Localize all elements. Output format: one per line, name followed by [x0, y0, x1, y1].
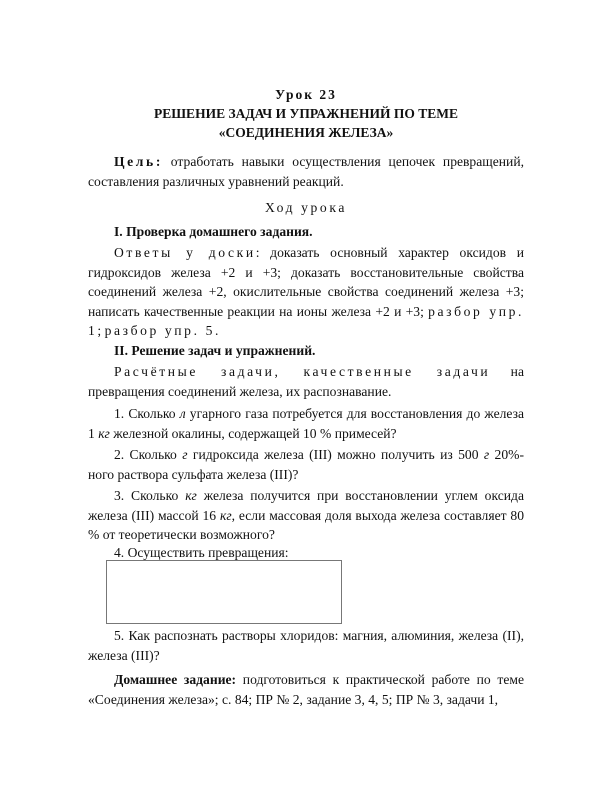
exercise-ref-1: разбор упр. 1	[88, 303, 524, 338]
section-2-label: Расчётные задачи, качественные задачи	[114, 364, 491, 379]
task-4: 4. Осуществить превращения:	[114, 545, 289, 560]
task-2-text-a: 2. Сколько	[114, 447, 183, 462]
unit: кг	[98, 425, 110, 441]
unit: г	[483, 447, 490, 462]
course-heading: Ход урока	[265, 200, 347, 215]
section-2-text: на превращения соединений железа, их распознавание.	[88, 364, 524, 399]
goal-label: Цель:	[114, 154, 163, 169]
lesson-number: Урок 23	[275, 87, 337, 102]
page-title-line-2: «СОЕДИНЕНИЯ ЖЕЛЕЗА»	[218, 125, 394, 140]
task-1-text-a: 1. Сколько	[114, 406, 180, 421]
section-1-text: : доказать основный характер оксидов и гидроксидов железа +2 и +3; доказать восстановительные свойства соединений железа +2, окислительные свойства соединений железа +3; написать качественные реакции на ионы железа +2 и +3;	[88, 245, 524, 319]
section-1-heading: I. Проверка домашнего задания.	[114, 224, 313, 239]
unit: л	[179, 406, 186, 421]
task-3-text-b: железа получится при восстановлении углем оксида железа (III) массой 16	[88, 488, 524, 523]
end-mark: .	[214, 323, 219, 338]
unit: кг	[219, 507, 232, 523]
unit: г	[182, 447, 188, 462]
homework-paragraph	[88, 670, 524, 709]
task-2-text-c: 20%-ного раствора сульфата железа (III)?	[88, 447, 524, 482]
goal-text: отработать навыки осуществления цепочек превращений, составления различных уравнений реакций.	[88, 154, 524, 189]
goal-paragraph	[88, 152, 524, 191]
task-1-text-c: железной окалины, содержащей 10 % примесей?	[109, 425, 397, 441]
task-3	[88, 486, 524, 545]
page-title-line-1: РЕШЕНИЕ ЗАДАЧ И УПРАЖНЕНИЙ ПО ТЕМЕ	[153, 106, 459, 121]
exercise-ref-2: разбор упр. 5	[104, 323, 215, 338]
task-3-text-a: 3. Сколько	[114, 488, 186, 503]
task-5: 5. Как распознать растворы хлоридов: магния, алюминия, железа (II), железа (III)?	[88, 628, 524, 663]
task-1	[88, 404, 524, 443]
task-2-text-b: гидроксида железа (III) можно получить из 500	[187, 447, 484, 462]
section-2-paragraph	[88, 362, 524, 401]
transformation-scheme-box	[106, 560, 342, 624]
unit: кг	[185, 488, 197, 503]
section-1-label: Ответы у доски	[114, 245, 256, 260]
homework-label: Домашнее задание:	[114, 672, 237, 687]
separator: ;	[97, 323, 105, 338]
homework-text: подготовиться к практической работе по теме «Соединения железа»; с. 84; ПР № 2, задание 3, 4, 5; ПР № 3, задачи 1,	[88, 672, 524, 707]
section-1-paragraph	[88, 243, 524, 341]
task-3-text-c: , если массовая доля выхода железа составляет 80 % от теоретически возможного?	[88, 507, 524, 542]
section-2-heading: II. Решение задач и упражнений.	[114, 343, 316, 358]
task-1-text-b: угарного газа потребуется для восстановления до железа 1	[88, 406, 524, 441]
task-2	[88, 445, 524, 484]
